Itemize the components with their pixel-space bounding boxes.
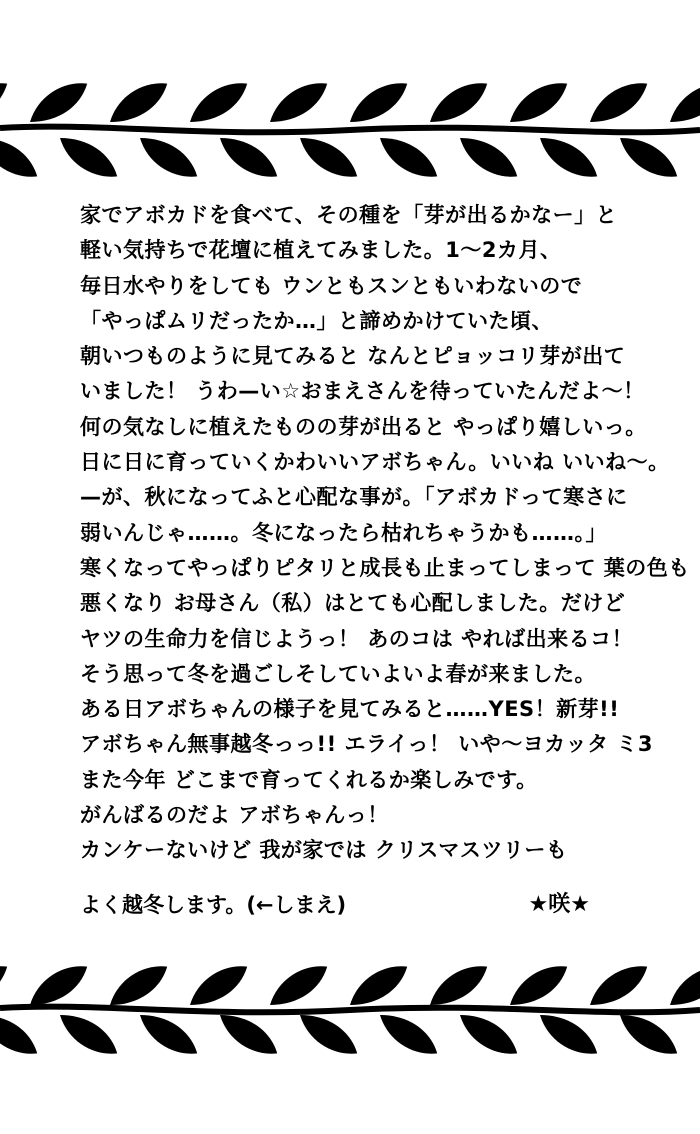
- leaf-icon: [616, 1014, 682, 1055]
- leaf-icon: [376, 1014, 442, 1055]
- leaf-icon: [666, 82, 700, 123]
- leaf-icon: [426, 965, 492, 1006]
- letter-line: 何の気なしに植えたものの芽が出ると やっぱり嬉しいっ。: [80, 414, 647, 439]
- leaf-icon: [346, 82, 412, 123]
- signature-row: [80, 887, 590, 923]
- leaf-icon: [296, 137, 362, 178]
- letter-line: カンケーないけど 我が家では クリスマスツリーも: [80, 838, 568, 863]
- leaf-icon: [56, 137, 122, 178]
- leaf-icon: [266, 82, 332, 123]
- top-vine-border: [0, 80, 700, 190]
- leaf-icon: [456, 1014, 522, 1055]
- leaf-icon: [586, 82, 652, 123]
- letter-line: 「やっぱムリだったか…」と諦めかけていた頃、: [80, 308, 553, 333]
- leaf-icon: [616, 137, 682, 178]
- leaf-icon: [536, 137, 602, 178]
- leaf-icon: [586, 965, 652, 1006]
- leaf-icon: [0, 137, 42, 178]
- leaf-icon: [506, 965, 572, 1006]
- leaf-icon: [0, 82, 12, 123]
- letter-line: そう思って冬を過ごしそしていよいよ春が来ました。: [80, 661, 596, 686]
- leaf-icon: [136, 1014, 202, 1055]
- leaf-icon: [216, 137, 282, 178]
- leaf-icon: [216, 1014, 282, 1055]
- vine-stem: [0, 127, 700, 133]
- letter-line: がんばるのだよ アボちゃんっ！: [80, 803, 389, 828]
- leaf-icon: [0, 1014, 42, 1055]
- leaf-icon: [536, 1014, 602, 1055]
- leaf-icon: [266, 965, 332, 1006]
- letter-line: 悪くなり お母さん（私）はとても心配しました。だけど: [80, 591, 626, 616]
- letter-line: 寒くなってやっぱりピタリと成長も止まってしまって 葉の色も: [80, 555, 690, 580]
- letter-line: —が、秋になってふと心配な事が。「アボカドって寒さに: [80, 485, 628, 510]
- leaf-icon: [456, 137, 522, 178]
- letter-line: 家でアボカドを食べて、その種を「芽が出るかなー」と: [80, 203, 618, 227]
- leaf-icon: [696, 137, 700, 178]
- leaf-icon: [296, 1014, 362, 1055]
- leaf-icon: [136, 137, 202, 178]
- letter-line: ある日アボちゃんの様子を見てみると……YES！新芽!!: [80, 697, 620, 722]
- leaf-icon: [426, 82, 492, 123]
- leaf-icon: [346, 965, 412, 1006]
- leaf-icon: [506, 82, 572, 123]
- closing-line: よく越冬します。(←しまえ): [80, 893, 347, 917]
- vine-stem: [0, 1007, 700, 1013]
- bottom-vine-border: [0, 960, 700, 1070]
- letter-line: アボちゃん無事越冬っっ!! エライっ！ いや〜ヨカッタ ミ3: [80, 732, 654, 757]
- leaf-icon: [376, 137, 442, 178]
- leaf-icon: [106, 965, 172, 1006]
- letter-line: 日に日に育っていくかわいいアボちゃん。いいね いいね〜。: [80, 450, 670, 475]
- leaf-icon: [666, 965, 700, 1006]
- leaf-icon: [0, 965, 12, 1006]
- leaf-icon: [186, 82, 252, 123]
- letter-body: [80, 198, 690, 869]
- author-signature: ★咲★: [528, 892, 590, 917]
- leaf-icon: [106, 82, 172, 123]
- letter-line: 弱いんじゃ……。冬になったら枯れちゃうかも……。」: [80, 520, 607, 545]
- letter-line: ヤツの生命力を信じようっ！ あのコは やれば出来るコ！: [80, 626, 634, 651]
- leaf-icon: [56, 1014, 122, 1055]
- letter-line: また今年 どこまで育ってくれるか楽しみです。: [80, 767, 538, 792]
- letter-line: 毎日水やりをしても ウンともスンともいわないので: [80, 273, 583, 298]
- leaf-icon: [26, 965, 92, 1006]
- leaf-icon: [696, 1014, 700, 1055]
- letter-line: いました！ うわ—い☆おまえさんを待っていたんだよ〜！: [80, 379, 645, 404]
- letter-line: 軽い気持ちで花壇に植えてみました。1～2カ月、: [80, 238, 562, 263]
- letter-line: 朝いつものように見てみると なんとピョッコリ芽が出て: [80, 344, 626, 369]
- leaf-icon: [26, 82, 92, 123]
- leaf-icon: [186, 965, 252, 1006]
